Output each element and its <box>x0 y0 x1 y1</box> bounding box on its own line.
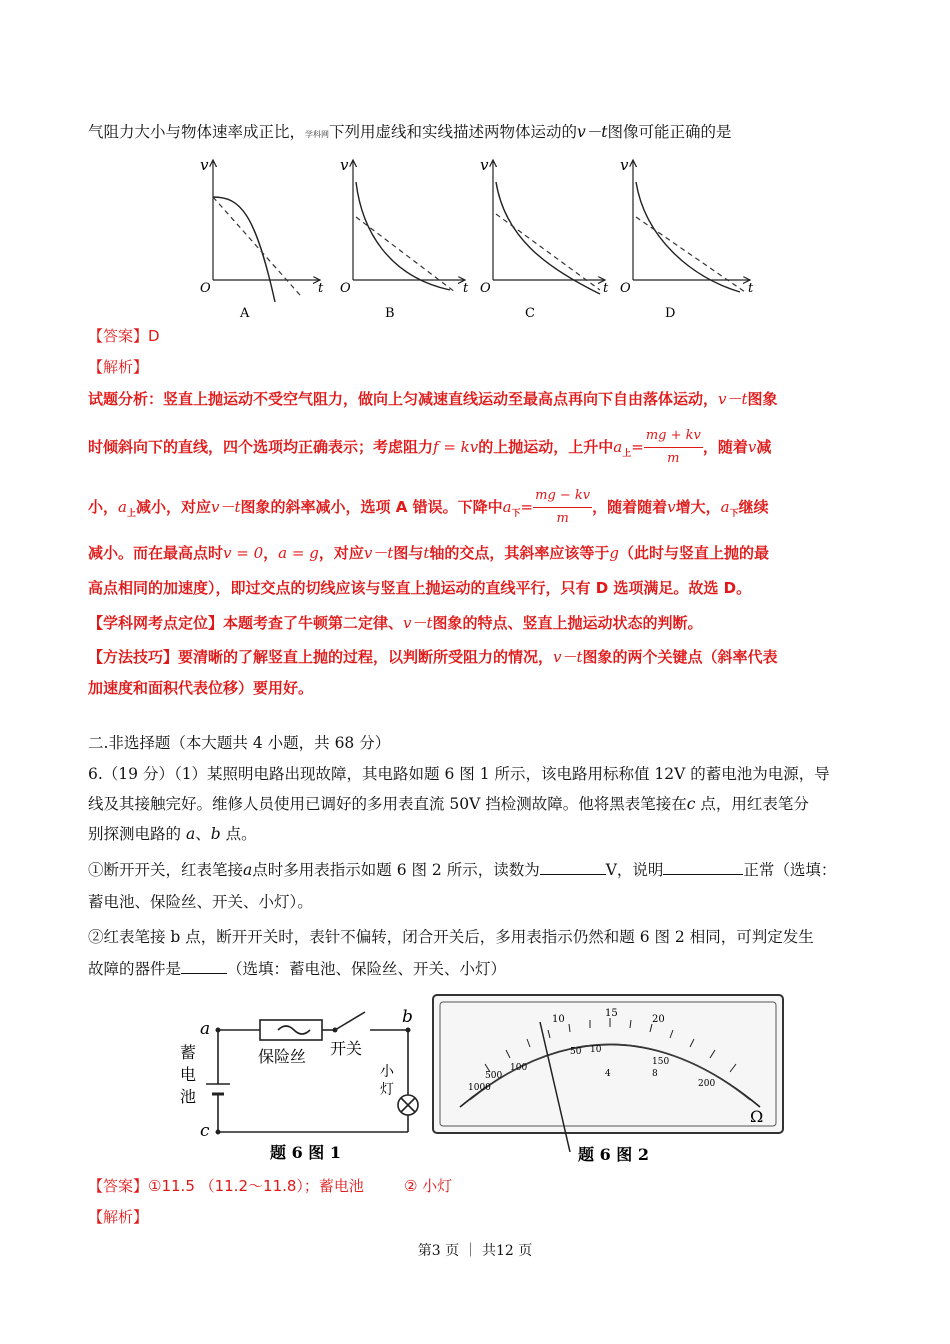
analysis-line-4 <box>88 542 769 564</box>
scale-200: 200 <box>698 1079 716 1089</box>
analysis-text: 继续 <box>738 498 769 516</box>
node-b-symbol: b <box>210 825 221 843</box>
q6-text: ①断开开关，红表笔接 <box>88 861 244 879</box>
analysis-text: 图象的斜率减小，选项 A 错误。下降中 <box>240 498 503 516</box>
q6-text: 蓄电池、保险丝、开关、小灯）。 <box>88 893 313 911</box>
q6-part2-line <box>88 926 814 948</box>
question-intro-line <box>88 121 732 146</box>
node-a-label: a <box>200 1019 211 1039</box>
axis-t-label: t <box>748 281 754 296</box>
q6-text: 线及其接触完好。维修人员使用已调好的多用表直流 50V 挡检测故障。他将黑表笔接在 <box>88 795 687 813</box>
fraction-up <box>644 425 703 470</box>
axis-v-label: v <box>480 156 489 174</box>
analysis-text: ， <box>263 544 279 562</box>
axis-v-label: v <box>620 156 629 174</box>
lamp-label-2: 灯 <box>380 1082 394 1098</box>
q6-part1-line-2 <box>88 891 313 913</box>
q6-text: （选填：蓄电池、保险丝、开关、小灯） <box>227 960 507 978</box>
axis-t-label: t <box>603 281 609 296</box>
analysis-tag-2 <box>88 1206 148 1228</box>
answer-tag: 【答案】 <box>88 1177 149 1195</box>
subscript-up: 上 <box>126 509 136 519</box>
section-heading <box>88 732 390 754</box>
vt-symbol: v－t <box>553 648 583 666</box>
accel-symbol: a <box>118 498 127 516</box>
scale-100: 100 <box>510 1063 528 1073</box>
multimeter-dial-figure-2 <box>430 992 790 1164</box>
battery-label-1: 蓄 <box>180 1043 197 1062</box>
graph-a <box>200 156 324 321</box>
analysis-text: 小， <box>88 498 119 516</box>
intro-tail: 图像可能正确的是 <box>607 123 732 141</box>
scale-20: 20 <box>652 1014 665 1025</box>
answer-line-1 <box>88 325 160 347</box>
answer-value: D <box>148 327 160 345</box>
vt-symbol: v－t <box>403 614 433 632</box>
axis-t-label: t <box>318 281 324 296</box>
q6-line-1 <box>88 763 830 785</box>
t-symbol: t <box>423 544 430 562</box>
answer-part-1: ①11.5 （11.2～11.8）；蓄电池 <box>148 1177 364 1195</box>
formula-ag: a = g <box>278 544 319 562</box>
scale-4: 4 <box>605 1069 611 1079</box>
node-c-label: c <box>200 1121 210 1141</box>
fraction-denominator: m <box>667 451 680 466</box>
page-number: 第3 页 ｜ 共12 页 <box>417 1243 533 1259</box>
analysis-text: 图与 <box>393 544 424 562</box>
answer-line-2 <box>88 1175 452 1197</box>
scale-500: 500 <box>485 1071 503 1081</box>
axis-v-label: v <box>340 156 349 174</box>
accel-symbol: a <box>502 498 512 516</box>
q6-text: 点时多用表指示如题 6 图 2 所示，读数为 <box>252 861 540 879</box>
analysis-tag-1 <box>88 356 148 378</box>
q6-text: 、 <box>195 825 211 843</box>
intro-text-2: 下列用虚线和实线描述两物体运动的 <box>329 123 578 141</box>
q6-text: 点。 <box>220 825 257 843</box>
graph-label-d: D <box>665 306 676 321</box>
fraction-numerator: mg + kv <box>644 425 703 448</box>
fangfa-tag: 【方法技巧】 <box>88 648 179 666</box>
origin-label: O <box>340 281 351 296</box>
answer-tag: 【答案】 <box>88 327 149 345</box>
analysis-tag: 【解析】 <box>88 358 149 376</box>
ohm-symbol: Ω <box>750 1107 764 1126</box>
vt-symbol: v－t <box>718 390 748 408</box>
vt-symbol: v－t <box>211 498 241 516</box>
subscript-down: 下 <box>511 509 521 519</box>
kaodian-line <box>88 612 703 634</box>
fuse-label: 保险丝 <box>258 1047 307 1066</box>
kaodian-text: 图象的特点、竖直上抛运动状态的判断。 <box>432 614 703 632</box>
answer-part-2: ② 小灯 <box>403 1177 453 1195</box>
scale-8: 8 <box>652 1069 658 1079</box>
graph-b <box>340 156 469 321</box>
answer-blank-faulty[interactable] <box>181 959 227 974</box>
analysis-text: ，对应 <box>318 544 364 562</box>
battery-label-2: 电 <box>180 1065 197 1084</box>
analysis-text: 减 <box>756 438 772 456</box>
subscript-up: 上 <box>622 449 632 459</box>
node-a-symbol: a <box>243 861 253 879</box>
vt-symbol: v－t <box>363 544 394 562</box>
fraction-denominator: m <box>556 511 569 526</box>
v-symbol: v <box>667 498 676 516</box>
analysis-text: 的上抛运动，上升中 <box>478 438 614 456</box>
scale-10b: 10 <box>590 1045 602 1055</box>
figure1-caption: 题 6 图 1 <box>270 1143 341 1160</box>
origin-label: O <box>200 281 211 296</box>
switch-label: 开关 <box>330 1039 363 1058</box>
q6-text: 正常（选填： <box>743 861 837 879</box>
node-a-symbol: a <box>185 825 196 843</box>
answer-blank-reading[interactable] <box>540 860 606 875</box>
analysis-text: 轴的交点，其斜率应该等于 <box>429 544 610 562</box>
kaodian-text: 本题考查了牛顿第二定律、 <box>223 614 404 632</box>
battery-label-3: 池 <box>180 1087 197 1106</box>
q6-part2-line-2 <box>88 958 506 980</box>
fangfa-text: 要清晰的了解竖直上抛的过程，以判断所受阻力的情况， <box>178 648 554 666</box>
fangfa-line-2 <box>88 677 313 699</box>
lamp-label-1: 小 <box>380 1064 394 1080</box>
kaodian-tag: 【学科网考点定位】 <box>88 614 224 632</box>
analysis-text: 高点相同的加速度），即过交点的切线应该与竖直上抛运动的直线平行，只有 D 选项满足。故选 D。 <box>88 579 752 597</box>
analysis-line-2: 时倾斜向下的直线，四个选项均正确表示；考虑阻力f = kv的上抛运动，上升中$a_上=$ $\frac{mg + kv}{m}$ ，随着v减 <box>88 425 771 470</box>
node-c-symbol: c <box>686 795 696 813</box>
graph-label-c: C <box>525 306 535 321</box>
graph-d <box>620 156 754 321</box>
graph-c <box>480 156 609 321</box>
circuit-diagram-figure-1 <box>170 1000 430 1160</box>
fraction-numerator: mg − kv <box>533 485 592 508</box>
q6-text: ②红表笔接 b 点，断开开关时，表针不偏转，闭合开关后，多用表指示仍然和题 6 图 2 相同，可判定发生 <box>88 928 814 946</box>
analysis-tag: 【解析】 <box>88 1208 149 1226</box>
section-heading-text: 二.非选择题（本大题共 4 小题，共 68 分） <box>88 734 391 752</box>
q6-line-2 <box>88 793 809 815</box>
q6-text: V，说明 <box>605 861 664 879</box>
v-symbol: v <box>747 438 757 456</box>
analysis-text: 试题分析：竖直上抛运动不受空气阻力，做向上匀减速直线运动至最高点再向下自由落体运动， <box>88 390 719 408</box>
analysis-line-5 <box>88 577 751 599</box>
axis-t-label: t <box>463 281 469 296</box>
formula-v0: v = 0 <box>223 544 264 562</box>
subscript-down: 下 <box>729 509 739 519</box>
analysis-text: （此时与竖直上抛的最 <box>619 544 770 562</box>
vt-symbol: v－t <box>577 123 608 141</box>
analysis-text: 图象 <box>747 390 778 408</box>
page-footer <box>0 1240 950 1260</box>
intro-text: 气阻力大小与物体速率成正比， <box>88 123 306 141</box>
vt-graphs-figure <box>180 152 770 327</box>
analysis-text: 时倾斜向下的直线，四个选项均正确表示；考虑阻力 <box>88 438 434 456</box>
fangfa-text: 加速度和面积代表位移）要用好。 <box>88 679 314 697</box>
q6-text: 6.（19 分）（1）某照明电路出现故障，其电路如题 6 图 1 所示，该电路用标称值 12V 的蓄电池为电源，导 <box>88 765 830 783</box>
fangfa-text: 图象的两个关键点（斜率代表 <box>582 648 778 666</box>
node-b-label: b <box>402 1007 413 1027</box>
scale-150: 150 <box>652 1057 670 1067</box>
answer-blank-component[interactable] <box>663 860 743 875</box>
analysis-text: 减小，对应 <box>135 498 211 516</box>
fraction-down <box>533 485 592 530</box>
analysis-text: 增大， <box>675 498 721 516</box>
q6-line-3 <box>88 823 257 845</box>
figure2-caption: 题 6 图 2 <box>578 1145 649 1164</box>
graph-label-a: A <box>240 306 250 321</box>
analysis-text: ，随着随着 <box>592 498 668 516</box>
formula-f: f = kv <box>433 438 479 456</box>
analysis-text: ，随着 <box>702 438 748 456</box>
accel-symbol: a <box>613 438 623 456</box>
q6-text: 别探测电路的 <box>88 825 186 843</box>
accel-symbol: a <box>720 498 730 516</box>
origin-label: O <box>620 281 631 296</box>
q6-part1-line <box>88 859 836 881</box>
scale-10: 10 <box>552 1014 565 1025</box>
scale-15: 15 <box>605 1008 618 1019</box>
watermark-mark: 学科网 <box>305 130 330 139</box>
analysis-line-3: 小，$a_上$减小，对应v－t图象的斜率减小，选项 A 错误。下降中$a_下=$ $\frac{mg - kv}{m}$ ，随着随着v增大，$a_下$继续 <box>88 485 769 530</box>
scale-50: 50 <box>570 1047 582 1057</box>
analysis-line-1 <box>88 388 778 410</box>
q6-text: 点，用红表笔分 <box>695 795 809 813</box>
analysis-text: 减小。而在最高点时 <box>88 544 224 562</box>
q6-text: 故障的器件是 <box>88 960 182 978</box>
scale-1000: 1000 <box>468 1083 491 1093</box>
origin-label: O <box>480 281 491 296</box>
fangfa-line-1 <box>88 646 778 668</box>
graph-label-b: B <box>385 306 395 321</box>
g-symbol: g <box>609 544 620 562</box>
axis-v-label: v <box>200 156 209 174</box>
